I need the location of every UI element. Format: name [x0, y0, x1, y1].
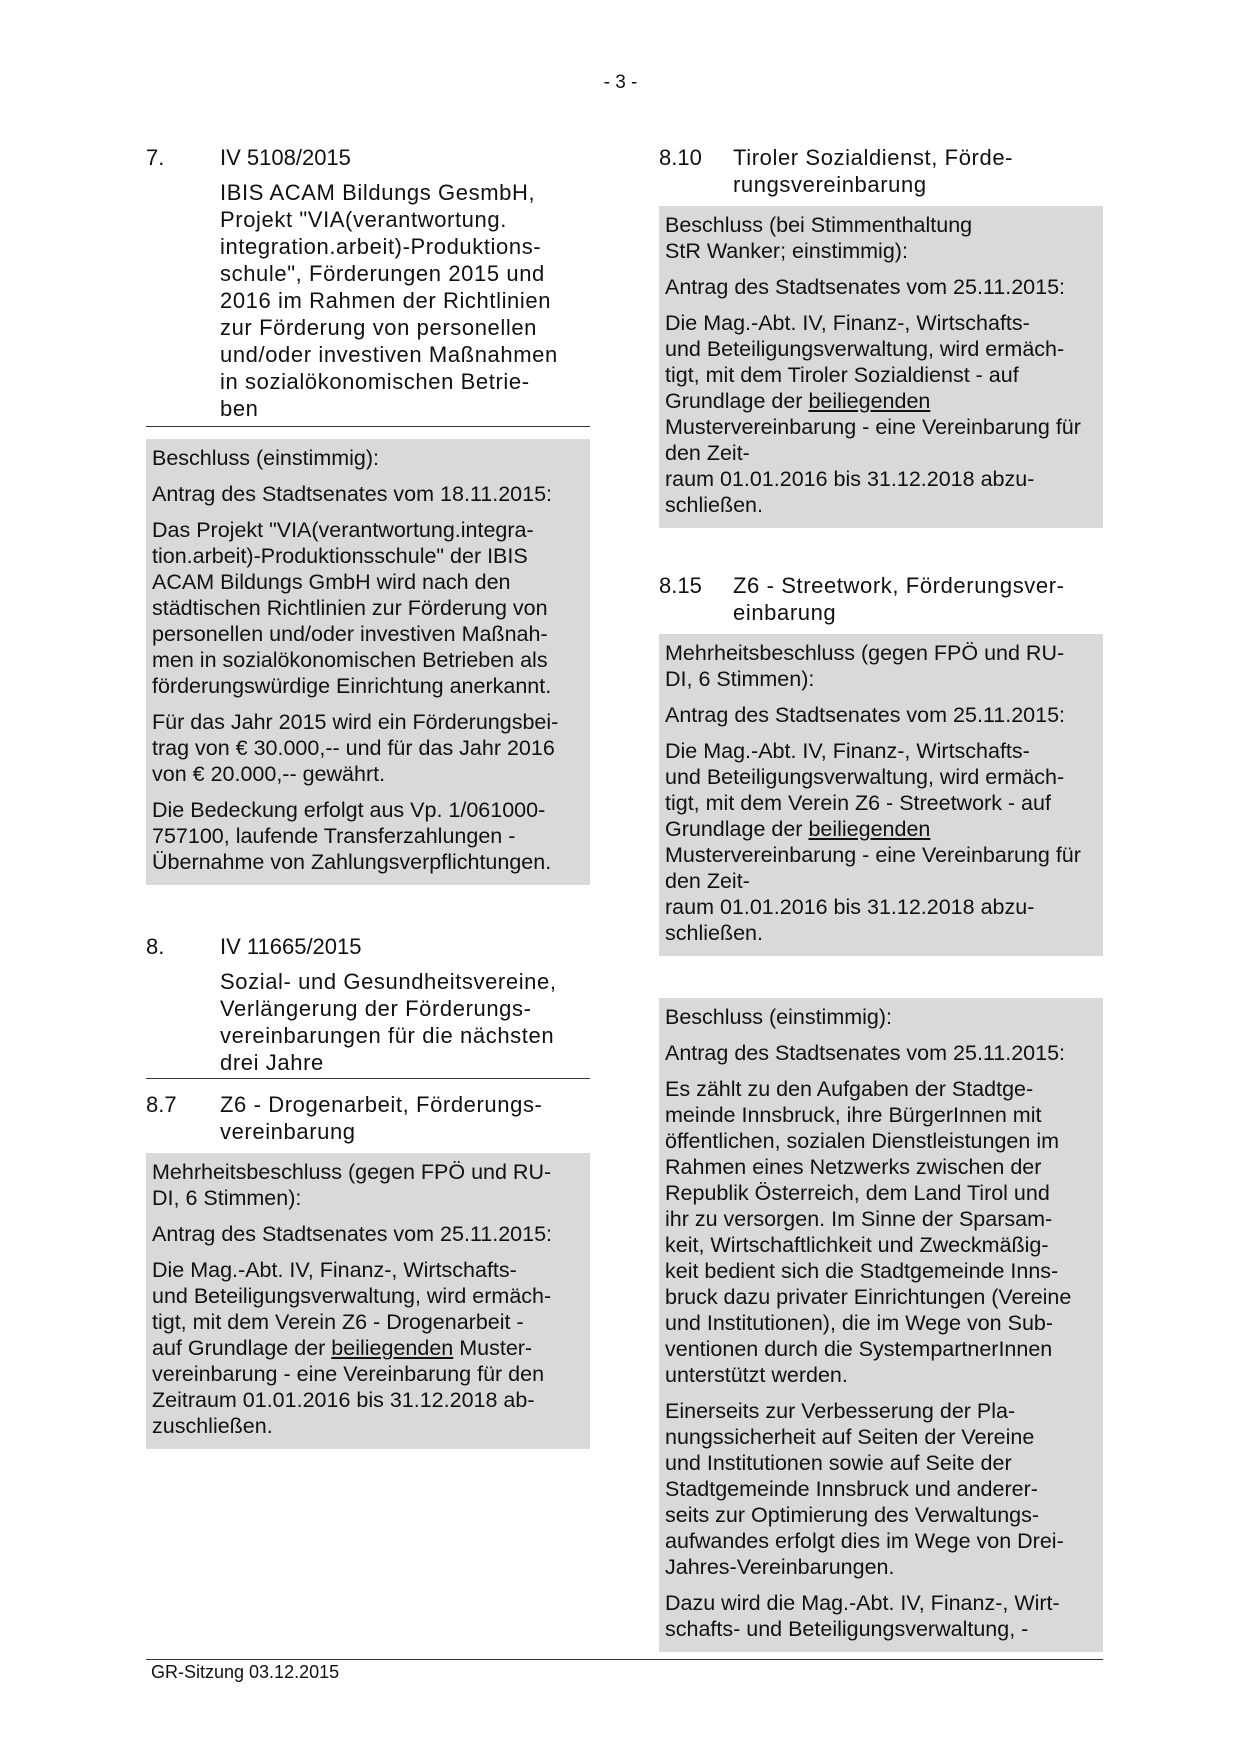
item-7-subject: IBIS ACAM Bildungs GesmbH, Projekt "VIA(verantwortung. integration.arbeit)-Produktions- schule", Förderungen 2015 und 2016 im Rahmen der Richtlinien zur Förderung von personellen und/oder investiven Maßnahmen in sozialökonomischen Betrie- ben — [220, 180, 558, 421]
motion-label: Antrag des Stadtsenates vom 25.11.2015: — [665, 703, 1066, 727]
resolution-paragraph: Es zählt zu den Aufgaben der Stadtge- meinde Innsbruck, ihre BürgerInnen mit öffentlichen, sozialen Dienstleistungen im Rahmen eines Netzwerks zwischen der Republik Österreich, dem Land Tirol und ihr zu versorgen. Im Sinne der Sparsam- keit, Wirtschaftlichkeit und Zweckmäßig- keit bedient sich die Stadtgemeinde Inns- bruck dazu privater Einrichtungen (Vereine und Institutionen), die im Wege von Sub- ventionen durch die SystempartnerInnen unterstützt werden. — [665, 1077, 1072, 1387]
underlined-word: beiliegenden — [808, 389, 931, 413]
underlined-word: beiliegenden — [808, 817, 931, 841]
resolution-label: Beschluss (einstimmig): — [665, 1005, 892, 1029]
item-title: Z6 - Drogenarbeit, Förderungs- vereinbarung — [220, 1092, 543, 1144]
resolution-paragraph: Dazu wird die Mag.-Abt. IV, Finanz-, Wirt- schafts- und Beteiligungsverwaltung, - — [665, 1591, 1060, 1641]
item-title: Tiroler Sozialdienst, Förde- rungsvereinbarung — [733, 145, 1014, 197]
underlined-word: beiliegenden — [331, 1336, 454, 1360]
item-number: 8.15 — [659, 573, 702, 598]
item-title: Z6 - Streetwork, Förderungsver- einbarung — [733, 573, 1065, 625]
resolution-label: Beschluss (einstimmig): — [152, 446, 379, 470]
item-number: 7. — [146, 145, 165, 170]
item-number: 8.7 — [146, 1092, 177, 1117]
left-column — [146, 144, 590, 1449]
item-reference: IV 5108/2015 — [220, 145, 351, 170]
motion-label: Antrag des Stadtsenates vom 18.11.2015: — [152, 482, 553, 506]
resolution-paragraph: Einerseits zur Verbesserung der Pla- nungssicherheit auf Seiten der Vereine und Institutionen sowie auf Seite der Stadtgemeinde Innsbruck und anderer- seits zur Optimierung des Verwaltungs- aufwandes erfolgt dies im Wege von Drei- Jahres-Vereinbarungen. — [665, 1399, 1064, 1579]
resolution-paragraph: Die Mag.-Abt. IV, Finanz-, Wirtschafts- und Beteiligungsverwaltung, wird ermäch- tigt, mit dem Verein Z6 - Drogenarbeit - auf Grundlage der beiliegenden Muster- vereinbarung - eine Vereinbarung für den Zeitraum 01.01.2016 bis 31.12.2018 ab- zuschließen. — [152, 1258, 552, 1438]
item-8-10-resolution — [659, 206, 1103, 528]
item-8-10-heading — [659, 144, 1103, 198]
resolution-paragraph: Die Mag.-Abt. IV, Finanz-, Wirtschafts- und Beteiligungsverwaltung, wird ermäch- tigt, mit dem Tiroler Sozialdienst - auf Grundlage der beiliegenden Mustervereinbarung - eine Vereinbarung für den Zeit- raum 01.01.2016 bis 31.12.2018 abzu- schließen. — [665, 311, 1081, 517]
item-8-heading — [146, 933, 590, 960]
resolution-label: Mehrheitsbeschluss (gegen FPÖ und RU- DI, 6 Stimmen): — [152, 1160, 552, 1210]
motion-label: Antrag des Stadtsenates vom 25.11.2015: — [665, 1041, 1066, 1065]
resolution-paragraph: Für das Jahr 2015 wird ein Förderungsbei- trag von € 30.000,-- und für das Jahr 2016 von € 20.000,-- gewährt. — [152, 710, 559, 786]
resolution-label: Mehrheitsbeschluss (gegen FPÖ und RU- DI, 6 Stimmen): — [665, 641, 1065, 691]
divider — [146, 426, 590, 427]
general-resolution — [659, 998, 1103, 1652]
item-reference: IV 11665/2015 — [220, 934, 362, 959]
footer-text: GR-Sitzung 03.12.2015 — [151, 1662, 340, 1682]
resolution-paragraph: Das Projekt "VIA(verantwortung.integra- tion.arbeit)-Produktionsschule" der IBIS ACAM Bildungs GmbH wird nach den städtischen Richtlinien zur Förderung von personellen und/oder investiven Maßnah- men in sozialökonomischen Betrieben als förderungswürdige Einrichtung anerkannt. — [152, 518, 552, 698]
resolution-paragraph: Die Bedeckung erfolgt aus Vp. 1/061000- 757100, laufende Transferzahlungen - Übernahme von Zahlungsverpflichtungen. — [152, 798, 552, 874]
item-8-subject: Sozial- und Gesundheitsvereine, Verlängerung der Förderungs- vereinbarungen für die nächsten drei Jahre — [220, 969, 557, 1075]
right-column — [659, 144, 1103, 1652]
item-8-15-resolution — [659, 634, 1103, 956]
item-7-resolution — [146, 439, 590, 885]
item-number: 8.10 — [659, 145, 702, 170]
divider — [146, 1078, 590, 1079]
motion-label: Antrag des Stadtsenates vom 25.11.2015: — [665, 275, 1066, 299]
item-8-15-heading — [659, 572, 1103, 626]
page-number: - 3 - — [603, 72, 638, 93]
item-7-heading — [146, 144, 590, 171]
item-number: 8. — [146, 934, 165, 959]
resolution-paragraph: Die Mag.-Abt. IV, Finanz-, Wirtschafts- und Beteiligungsverwaltung, wird ermäch- tigt, mit dem Verein Z6 - Streetwork - auf Grundlage der beiliegenden Mustervereinbarung - eine Vereinbarung für den Zeit- raum 01.01.2016 bis 31.12.2018 abzu- schließen. — [665, 739, 1081, 945]
resolution-label: Beschluss (bei Stimmenthaltung StR Wanker; einstimmig): — [665, 213, 973, 263]
item-8-7-resolution — [146, 1153, 590, 1449]
item-8-7-heading — [146, 1091, 590, 1145]
motion-label: Antrag des Stadtsenates vom 25.11.2015: — [152, 1222, 553, 1246]
footer-divider — [146, 1659, 1103, 1660]
